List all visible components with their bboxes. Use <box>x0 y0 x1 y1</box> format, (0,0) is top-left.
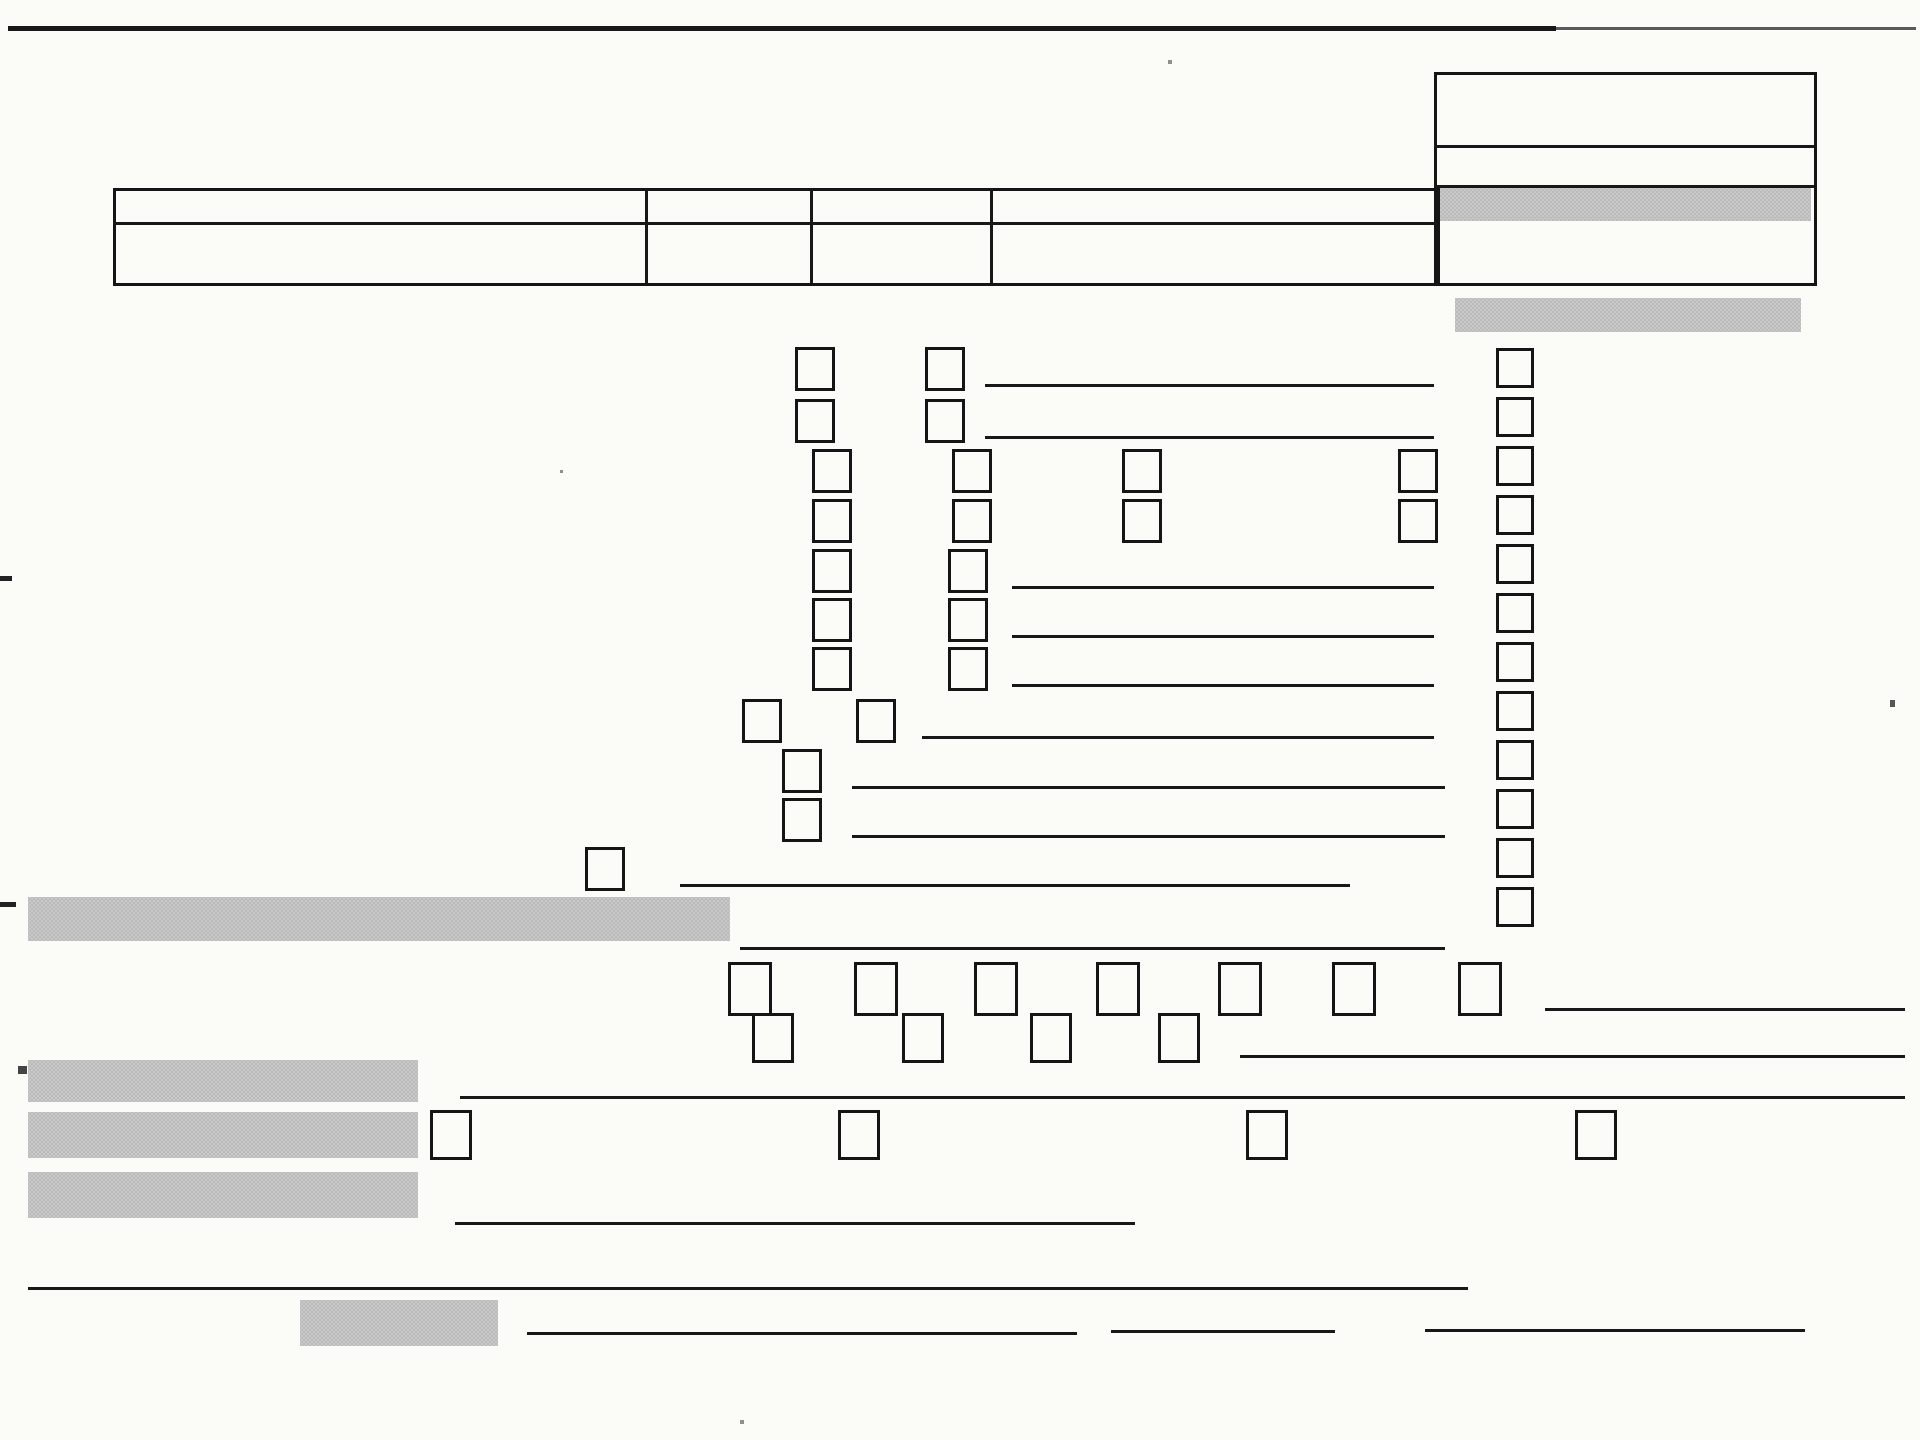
checkbox <box>1496 740 1534 780</box>
checkbox <box>952 499 992 543</box>
scan-speck <box>0 576 12 581</box>
fio-line <box>527 1332 1077 1335</box>
parts-header-band <box>1455 298 1801 332</box>
info-table <box>113 188 1440 286</box>
checkbox <box>782 798 822 842</box>
answer-line <box>460 1096 1905 1099</box>
date-line <box>1425 1329 1805 1332</box>
checkbox <box>925 399 965 443</box>
checkbox <box>1496 887 1534 927</box>
checkbox <box>974 962 1018 1016</box>
answer-line <box>455 1222 1135 1225</box>
checkbox <box>782 749 822 793</box>
mkpp-remarks-band <box>28 1060 418 1102</box>
tester-band <box>300 1300 498 1346</box>
checkbox <box>948 598 988 642</box>
scan-line <box>1556 27 1916 30</box>
checkbox <box>948 549 988 593</box>
car-number-box <box>1434 72 1817 286</box>
dvs-remarks-band <box>28 1172 418 1218</box>
checkbox <box>1458 962 1502 1016</box>
checkbox <box>856 699 896 743</box>
checkbox <box>812 598 852 642</box>
checkbox <box>795 399 835 443</box>
scan-speck <box>18 1066 27 1074</box>
checkbox <box>1218 962 1262 1016</box>
checkbox <box>728 962 772 1016</box>
checkbox <box>812 449 852 493</box>
answer-line <box>1012 635 1434 638</box>
checkbox <box>1496 544 1534 584</box>
checkbox <box>1496 446 1534 486</box>
answer-line <box>985 384 1434 387</box>
table-divider <box>990 188 993 283</box>
checkbox <box>1496 593 1534 633</box>
checkbox <box>1496 348 1534 388</box>
table-divider <box>645 188 648 283</box>
removed-from-engine-band <box>28 897 730 941</box>
scan-speck <box>0 902 16 907</box>
checkbox <box>812 499 852 543</box>
checkbox <box>1332 962 1376 1016</box>
akpp-remarks-band <box>28 1112 418 1158</box>
checkbox <box>812 647 852 691</box>
checkbox <box>585 847 625 891</box>
checkbox <box>948 647 988 691</box>
checkbox <box>1496 495 1534 535</box>
checkbox <box>1122 499 1162 543</box>
answer-line <box>985 436 1434 439</box>
signature-line <box>1111 1330 1335 1333</box>
checkbox <box>1496 838 1534 878</box>
checkbox <box>752 1013 794 1063</box>
answer-line <box>1545 1008 1905 1011</box>
checkbox <box>1158 1013 1200 1063</box>
checkbox <box>1496 691 1534 731</box>
table-divider <box>113 222 1437 225</box>
checkbox <box>838 1110 880 1160</box>
answer-line <box>852 786 1445 789</box>
checkbox <box>1122 449 1162 493</box>
answer-line <box>1012 684 1434 687</box>
checkbox <box>1398 499 1438 543</box>
checkbox <box>1496 397 1534 437</box>
checkbox <box>854 962 898 1016</box>
answer-line <box>1240 1055 1905 1058</box>
checkbox <box>812 549 852 593</box>
checkbox <box>1030 1013 1072 1063</box>
checkbox <box>795 347 835 391</box>
checkbox <box>902 1013 944 1063</box>
checkbox <box>1496 789 1534 829</box>
checkbox <box>1496 642 1534 682</box>
checkbox <box>925 347 965 391</box>
checkbox <box>1398 449 1438 493</box>
checkbox <box>742 699 782 743</box>
scan-line <box>8 26 1556 31</box>
checkbox <box>1096 962 1140 1016</box>
odometer-header-band <box>1437 188 1811 221</box>
answer-line <box>28 1287 1468 1290</box>
checkbox <box>1246 1110 1288 1160</box>
answer-line <box>680 884 1350 887</box>
checkbox <box>430 1110 472 1160</box>
answer-line <box>922 736 1434 739</box>
checkbox <box>1575 1110 1617 1160</box>
answer-line <box>1012 586 1434 589</box>
answer-line <box>852 835 1445 838</box>
divider <box>1434 145 1814 148</box>
table-divider <box>810 188 813 283</box>
answer-line <box>740 947 1445 950</box>
checkbox <box>952 449 992 493</box>
